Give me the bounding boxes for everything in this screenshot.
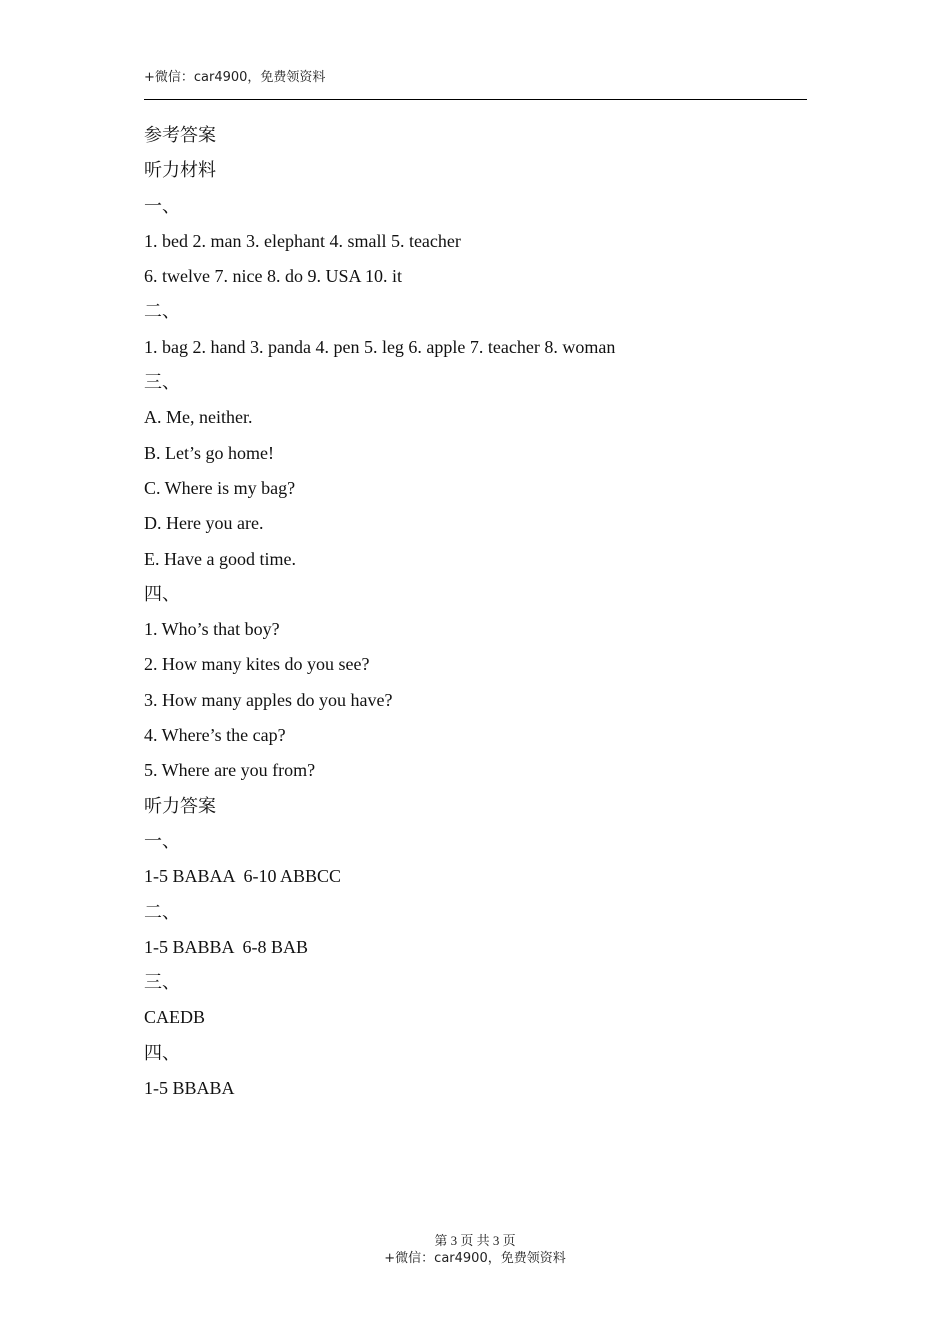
part-heading: 三、 (144, 372, 180, 393)
part-heading: 二、 (144, 301, 180, 322)
header-watermark: +微信：car4900，免费领资料 (144, 70, 326, 85)
subsection-title: 听力材料 (144, 160, 216, 181)
text-line: B. Let’s go home! (144, 442, 274, 463)
text-line: A. Me, neither. (144, 407, 253, 428)
subsection-title: 听力答案 (144, 795, 216, 816)
text-line: 3. How many apples do you have? (144, 689, 393, 710)
part-heading: 三、 (144, 972, 180, 993)
answer-line: CAEDB (144, 1007, 206, 1028)
text-line: E. Have a good time. (144, 548, 296, 569)
text-line: 4. Where’s the cap? (144, 725, 286, 746)
header-divider (144, 99, 807, 100)
text-line: 2. How many kites do you see? (144, 654, 370, 675)
document-body (144, 118, 807, 1106)
text-line: 1. Who’s that boy? (144, 619, 280, 640)
section-title: 参考答案 (144, 125, 216, 145)
footer-watermark: +微信：car4900，免费领资料 (384, 1251, 566, 1266)
part-heading: 一、 (144, 195, 180, 216)
text-line: C. Where is my bag? (144, 477, 296, 498)
part-heading: 一、 (144, 830, 180, 851)
part-heading: 四、 (144, 583, 180, 604)
text-line: D. Here you are. (144, 513, 264, 534)
text-line: 1. bag 2. hand 3. panda 4. pen 5. leg 6. apple 7. teacher 8. woman (144, 336, 616, 357)
text-line: 6. twelve 7. nice 8. do 9. USA 10. it (144, 266, 402, 287)
page-number: 第 3 页 共 3 页 (434, 1233, 516, 1248)
answer-line: 1-5 BABBA 6-8 BAB (144, 936, 309, 957)
answer-line: 1-5 BBABA (144, 1078, 235, 1099)
answer-line: 1-5 BABAA 6-10 ABBCC (144, 866, 342, 887)
text-line: 5. Where are you from? (144, 760, 316, 781)
text-line: 1. bed 2. man 3. elephant 4. small 5. teacher (144, 230, 461, 251)
part-heading: 四、 (144, 1042, 180, 1063)
part-heading: 二、 (144, 901, 180, 922)
